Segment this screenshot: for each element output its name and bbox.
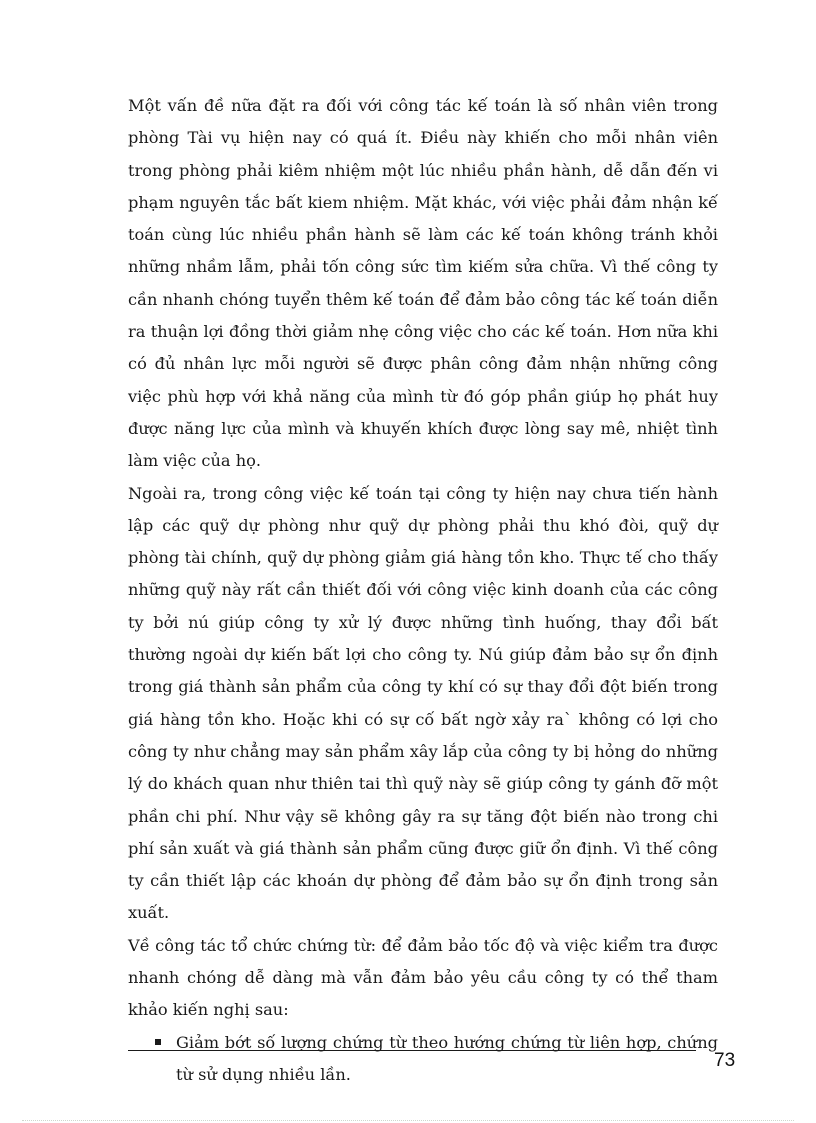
paragraph-provisions: Ngoài ra, trong công việc kế toán tại công ty hiện nay chưa tiến hành lập các quỹ dự phòng như quỹ dự phòng phải thu khó đòi, quỹ dự phòng tài chính, quỹ dự phòng giảm giá hàng tồn kho. Thực tế cho thấy những quỹ này rất cần thiết đối với công việc kinh doanh của các công ty bởi nú giúp công ty xử lý được những tình huống, thay đổi bất thường ngoài dự kiến bất lợi cho công ty. Nú giúp đảm bảo sự ổn định trong giá thành sản phẩm của công ty khí có sự thay đổi đột biến trong giá hàng tồn kho. Hoặc khi có sự cố bất ngờ xảy ra` không có lợi cho công ty như chẳng may sản phẩm xây lắp của công ty bị hỏng do những lý do khách quan như thiên tai thì quỹ này sẽ giúp công ty gánh đỡ một phần chi phí. Như vậy sẽ không gây ra sự tăng đột biến nào trong chi phí sản xuất và giá thành sản phẩm cũng được giữ ổn định. Vì thế công ty cần thiết lập các khoán dự phòng để đảm bảo sự ổn định trong sản xuất. [128,483,718,923]
page-bottom-border [22,1120,794,1121]
paragraph-staffing: Một vấn đề nữa đặt ra đối với công tác kế toán là số nhân viên trong phòng Tài vụ hiện nay có quá ít. Điều này khiến cho mỗi nhân viên trong phòng phải kiêm nhiệm một lúc nhiều phần hành, dễ dẫn đến vi phạm nguyên tắc bất kiem nhiệm. Mặt khác, với việc phải đảm nhận kế toán cùng lúc nhiều phần hành sẽ làm các kế toán không tránh khỏi những nhầm lẫm, phải tốn công sức tìm kiếm sửa chữa. Vì thế công ty cần nhanh chóng tuyển thêm kế toán để đảm bảo công tác kế toán diễn ra thuận lợi đồng thời giảm nhẹ công việc cho các kế toán. Hơn nữa khi có đủ nhân lực mỗi người sẽ được phân công đảm nhận những công việc phù hợp với khả năng của mình từ đó góp phần giúp họ phát huy được năng lực của mình và khuyến khích được lòng say mê, nhiệt tình làm việc của họ. [128,96,718,471]
footer-divider [128,1050,696,1051]
square-bullet-icon [155,1039,161,1045]
body-text [128,90,718,1091]
list-item-text: Giảm bớt số lượng chứng từ theo hướng chứng từ liên hợp, chứng từ sử dụng nhiều lần. [176,1032,718,1084]
list-item [128,1027,718,1092]
paragraph-vouchers: Về công tác tổ chức chứng từ: để đảm bảo tốc độ và việc kiểm tra được nhanh chóng dễ dàng mà vẫn đảm bảo yêu cầu công ty có thể tham khảo kiến nghị sau: [128,935,718,1020]
recommendation-list [128,1027,718,1092]
page-number: 73 [714,1050,736,1071]
